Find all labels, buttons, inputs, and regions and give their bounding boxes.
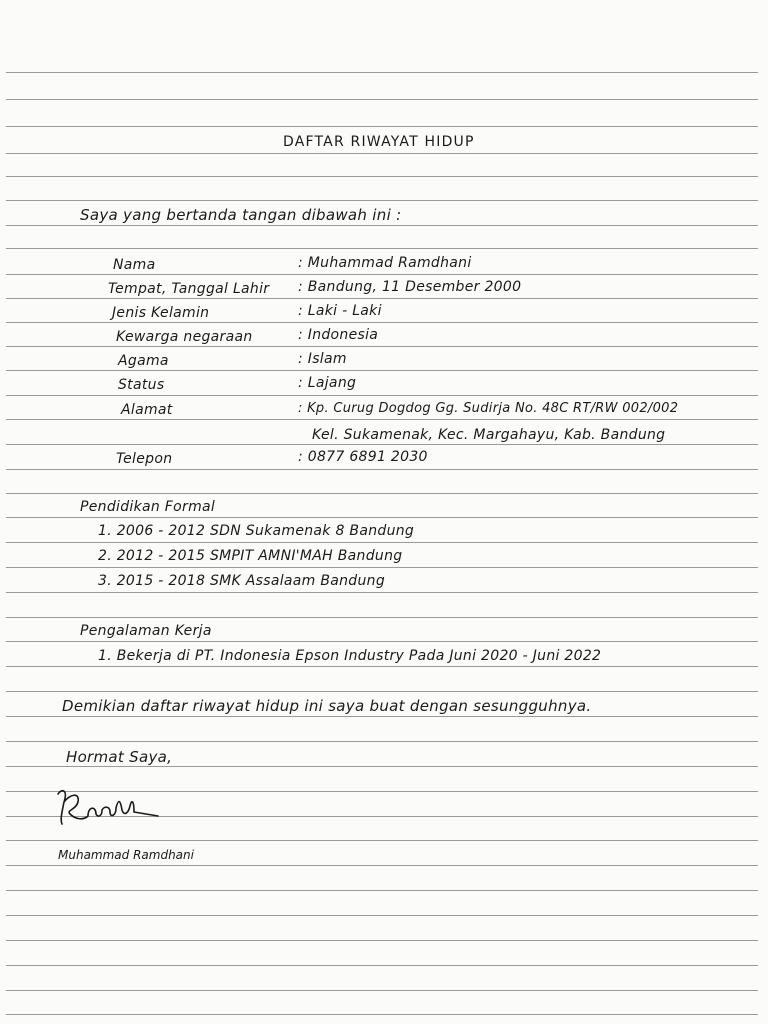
ruled-line	[6, 370, 758, 371]
ruled-line	[6, 940, 758, 941]
ruled-line	[6, 915, 758, 916]
ruled-line	[6, 890, 758, 891]
field-value-agama: : Islam	[298, 351, 347, 367]
intro-text: Saya yang bertanda tangan dibawah ini :	[80, 206, 402, 224]
ruled-line	[6, 592, 758, 593]
experience-item: 1. Bekerja di PT. Indonesia Epson Industry Pada Juni 2020 - Juni 2022	[98, 648, 602, 664]
field-value-tempat-tanggal-lahir: : Bandung, 11 Desember 2000	[298, 279, 522, 295]
signature-name: Muhammad Ramdhani	[58, 848, 194, 862]
ruled-line	[6, 741, 758, 742]
education-heading: Pendidikan Formal	[80, 499, 216, 515]
field-label-agama: Agama	[118, 353, 169, 369]
salutation: Hormat Saya,	[66, 748, 173, 766]
field-label-nama: Nama	[113, 257, 156, 273]
ruled-line	[6, 641, 758, 642]
field-label-status: Status	[118, 377, 165, 393]
field-label-alamat: Alamat	[121, 402, 173, 418]
ruled-line	[6, 225, 758, 226]
ruled-line	[6, 126, 758, 127]
ruled-line	[6, 274, 758, 275]
ruled-line	[6, 691, 758, 692]
field-label-telepon: Telepon	[116, 451, 173, 467]
ruled-line	[6, 965, 758, 966]
ruled-line	[6, 1014, 758, 1015]
ruled-line	[6, 248, 758, 249]
ruled-line	[6, 72, 758, 73]
closing-statement: Demikian daftar riwayat hidup ini saya buat dengan sesungguhnya.	[62, 697, 592, 715]
ruled-line	[6, 766, 758, 767]
ruled-line	[6, 469, 758, 470]
education-item: 1. 2006 - 2012 SDN Sukamenak 8 Bandung	[98, 523, 415, 539]
experience-heading: Pengalaman Kerja	[80, 623, 212, 639]
ruled-line	[6, 666, 758, 667]
field-value-alamat-line-2: Kel. Sukamenak, Kec. Margahayu, Kab. Bandung	[312, 427, 666, 443]
education-item: 2. 2012 - 2015 SMPIT AMNI'MAH Bandung	[98, 548, 403, 564]
field-label-kewarganegaraan: Kewarga negaraan	[116, 329, 253, 345]
ruled-line	[6, 617, 758, 618]
field-label-tempat-tanggal-lahir: Tempat, Tanggal Lahir	[108, 281, 270, 297]
ruled-line	[6, 99, 758, 100]
field-label-jenis-kelamin: Jenis Kelamin	[112, 305, 210, 321]
field-value-status: : Lajang	[298, 375, 357, 391]
field-value-jenis-kelamin: : Laki - Laki	[298, 303, 382, 319]
ruled-line	[6, 865, 758, 866]
ruled-line	[6, 395, 758, 396]
ruled-line	[6, 298, 758, 299]
ruled-line	[6, 200, 758, 201]
ruled-line	[6, 419, 758, 420]
ruled-line	[6, 990, 758, 991]
education-item: 3. 2015 - 2018 SMK Assalaam Bandung	[98, 573, 386, 589]
ruled-line	[6, 716, 758, 717]
ruled-line	[6, 493, 758, 494]
ruled-line	[6, 542, 758, 543]
ruled-line	[6, 153, 758, 154]
ruled-line	[6, 346, 758, 347]
field-value-kewarganegaraan: : Indonesia	[298, 327, 379, 343]
ruled-line	[6, 840, 758, 841]
ruled-line	[6, 567, 758, 568]
ruled-line	[6, 322, 758, 323]
ruled-line	[6, 176, 758, 177]
ruled-line	[6, 517, 758, 518]
ruled-line	[6, 444, 758, 445]
signature-image	[48, 780, 168, 830]
field-value-telepon: : 0877 6891 2030	[298, 449, 428, 465]
field-value-nama: : Muhammad Ramdhani	[298, 255, 472, 271]
field-value-alamat: : Kp. Curug Dogdog Gg. Sudirja No. 48C RT/RW 002/002	[298, 401, 679, 416]
document-title: DAFTAR RIWAYAT HIDUP	[283, 134, 475, 150]
